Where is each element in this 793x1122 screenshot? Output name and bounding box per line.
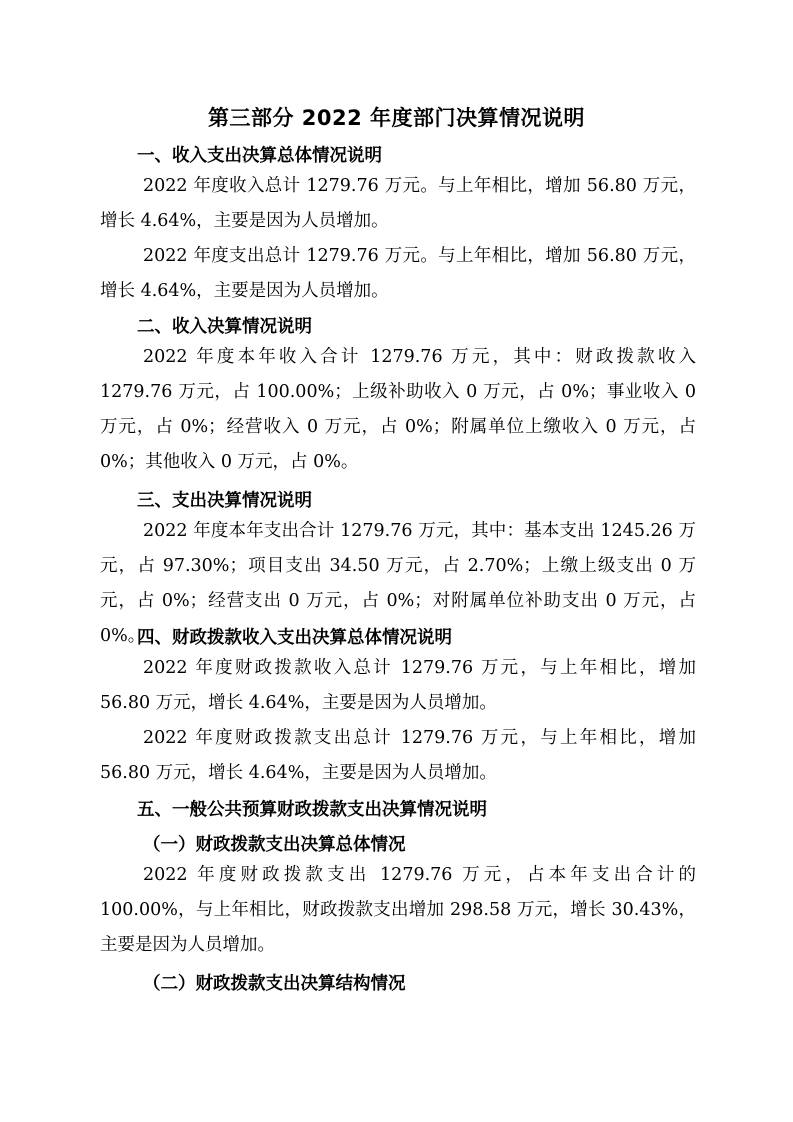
document-title: 第三部分 2022 年度部门决算情况说明	[207, 106, 586, 130]
subsection-heading-5-1: （一）财政拨款支出决算总体情况	[143, 835, 406, 855]
section-4-paragraph-1: 2022 年度财政拨款收入总计 1279.76 万元，与上年相比，增加 56.80 万元，增长 4.64%，主要是因为人员增加。	[100, 658, 696, 713]
section-1-paragraph-1: 2022 年度收入总计 1279.76 万元。与上年相比，增加 56.80 万元，增长 4.64%，主要是因为人员增加。	[100, 176, 696, 231]
section-heading-4: 四、财政拨款收入支出决算总体情况说明	[137, 628, 452, 648]
section-4-paragraph-2: 2022 年度财政拨款支出总计 1279.76 万元，与上年相比，增加 56.80 万元，增长 4.64%，主要是因为人员增加。	[100, 728, 696, 783]
section-heading-2: 二、收入决算情况说明	[137, 317, 312, 337]
subsection-heading-5-2: （二）财政拨款支出决算结构情况	[143, 974, 406, 994]
section-2-paragraph-1: 2022 年度本年收入合计 1279.76 万元，其中：财政拨款收入 1279.76 万元，占 100.00%；上级补助收入 0 万元，占 0%；事业收入 0 万元，占 0%；经营收入 0 万元，占 0%；附属单位上缴收入 0 万元，占 0%；其他收入 0 万元，占 0%。	[100, 347, 696, 472]
subsection-5-1-paragraph-1: 2022 年度财政拨款支出 1279.76 万元，占本年支出合计的 100.00%，与上年相比，财政拨款支出增加 298.58 万元，增长 30.43%，主要是因为人员增加。	[100, 865, 696, 955]
section-heading-5: 五、一般公共预算财政拨款支出决算情况说明	[137, 800, 487, 820]
section-heading-3: 三、支出决算情况说明	[137, 491, 312, 511]
section-1-paragraph-2: 2022 年度支出总计 1279.76 万元。与上年相比，增加 56.80 万元，增长 4.64%，主要是因为人员增加。	[100, 246, 696, 301]
section-heading-1: 一、收入支出决算总体情况说明	[137, 146, 382, 166]
section-3-paragraph-1: 2022 年度本年支出合计 1279.76 万元，其中：基本支出 1245.26 万元，占 97.30%；项目支出 34.50 万元，占 2.70%；上缴上级支出 0 万元，占 0%；经营支出 0 万元，占 0%；对附属单位补助支出 0 万元，占 0%。	[100, 521, 696, 646]
